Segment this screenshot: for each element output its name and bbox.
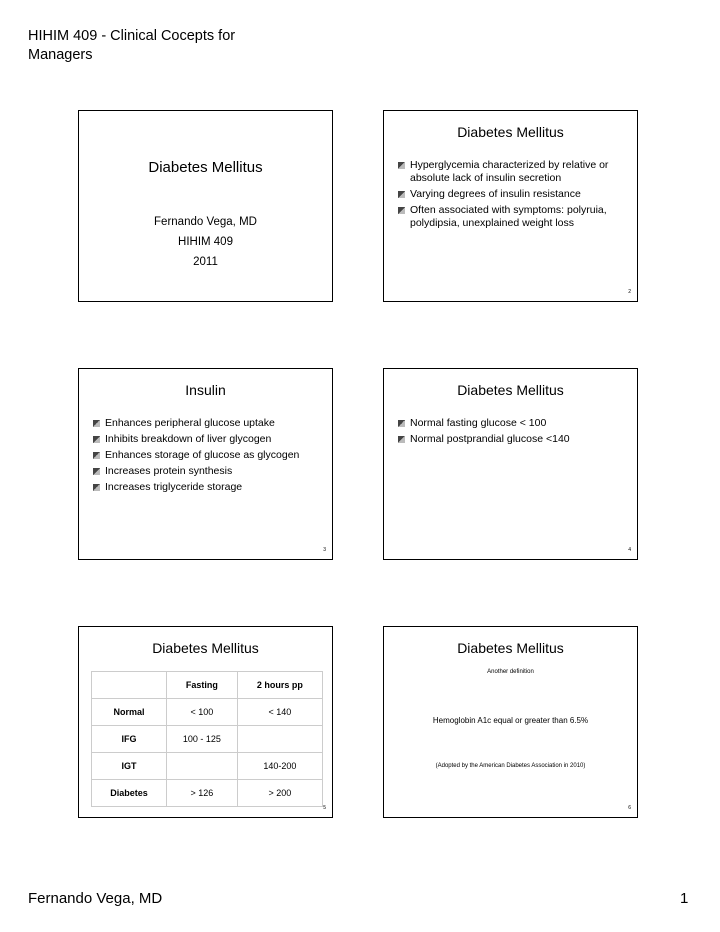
list-item: Hyperglycemia characterized by relative or absolute lack of insulin secretion [398,159,629,185]
table-cell: 140-200 [237,753,322,780]
bullet-square-icon [93,420,100,427]
table-header-cell: 2 hours pp [237,672,322,699]
table-cell [167,753,238,780]
table-row [92,780,323,807]
slide-subtitle [79,212,332,272]
list-item: Increases protein synthesis [93,465,324,478]
slide-title: Diabetes Mellitus [152,640,259,656]
table-row-header: Diabetes [92,780,167,807]
document-header: HIHIM 409 - Clinical Cocepts for Managers [28,28,236,63]
slide-subtitle: Another definition [487,669,534,675]
table-row [92,753,323,780]
slide-number: 5 [323,805,326,811]
table-cell: < 140 [237,699,322,726]
bullet-square-icon [398,207,405,214]
course-line: HIHIM 409 [178,236,233,248]
slide-title: Diabetes Mellitus [457,382,564,398]
definition-text: Hemoglobin A1c equal or greater than 6.5% [432,716,589,725]
list-item: Inhibits breakdown of liver glycogen [93,433,324,446]
bullet-square-icon [93,436,100,443]
list-item: Enhances storage of glucose as glycogen [93,449,324,462]
table-cell: > 126 [167,780,238,807]
list-item: Enhances peripheral glucose uptake [93,417,324,430]
bullet-list [93,417,324,497]
slide-title: Diabetes Mellitus [148,159,263,176]
bullet-list [398,159,629,233]
table-row-header: IFG [92,726,167,753]
bullet-square-icon [93,452,100,459]
slide-number: 2 [628,289,631,295]
source-note: (Adopted by the American Diabetes Association in 2010) [435,763,586,769]
bullet-square-icon [93,484,100,491]
slide-4 [383,368,638,560]
year-line: 2011 [193,256,218,268]
slide-number: 6 [628,805,631,811]
table-row [92,699,323,726]
footer-page-number: 1 [680,890,689,907]
slide-1 [78,110,333,302]
slide-title: Insulin [185,382,226,398]
bullet-square-icon [93,468,100,475]
bullet-list [398,417,629,449]
list-item: Normal fasting glucose < 100 [398,417,629,430]
table-header-cell: Fasting [167,672,238,699]
glucose-criteria-table [91,671,323,807]
list-item: Often associated with symptoms: polyruia, polydipsia, unexplained weight loss [398,204,629,230]
slide-number: 3 [323,547,326,553]
footer-author: Fernando Vega, MD [28,890,163,907]
table-header-row [92,672,323,699]
slide-2 [383,110,638,302]
bullet-square-icon [398,420,405,427]
table-row-header: IGT [92,753,167,780]
bullet-square-icon [398,436,405,443]
table-cell [237,726,322,753]
bullet-square-icon [398,191,405,198]
slide-5 [78,626,333,818]
slide-title: Diabetes Mellitus [457,640,564,656]
table-row-header: Normal [92,699,167,726]
list-item: Normal postprandial glucose <140 [398,433,629,446]
table-row [92,726,323,753]
table-cell: 100 - 125 [167,726,238,753]
slide-number: 4 [628,547,631,553]
list-item: Increases triglyceride storage [93,481,324,494]
slide-6 [383,626,638,818]
slide-title: Diabetes Mellitus [457,124,564,140]
list-item: Varying degrees of insulin resistance [398,188,629,201]
table-cell: < 100 [167,699,238,726]
table-cell: > 200 [237,780,322,807]
table-header-cell [92,672,167,699]
bullet-square-icon [398,162,405,169]
slide-3 [78,368,333,560]
author-line: Fernando Vega, MD [154,216,257,228]
